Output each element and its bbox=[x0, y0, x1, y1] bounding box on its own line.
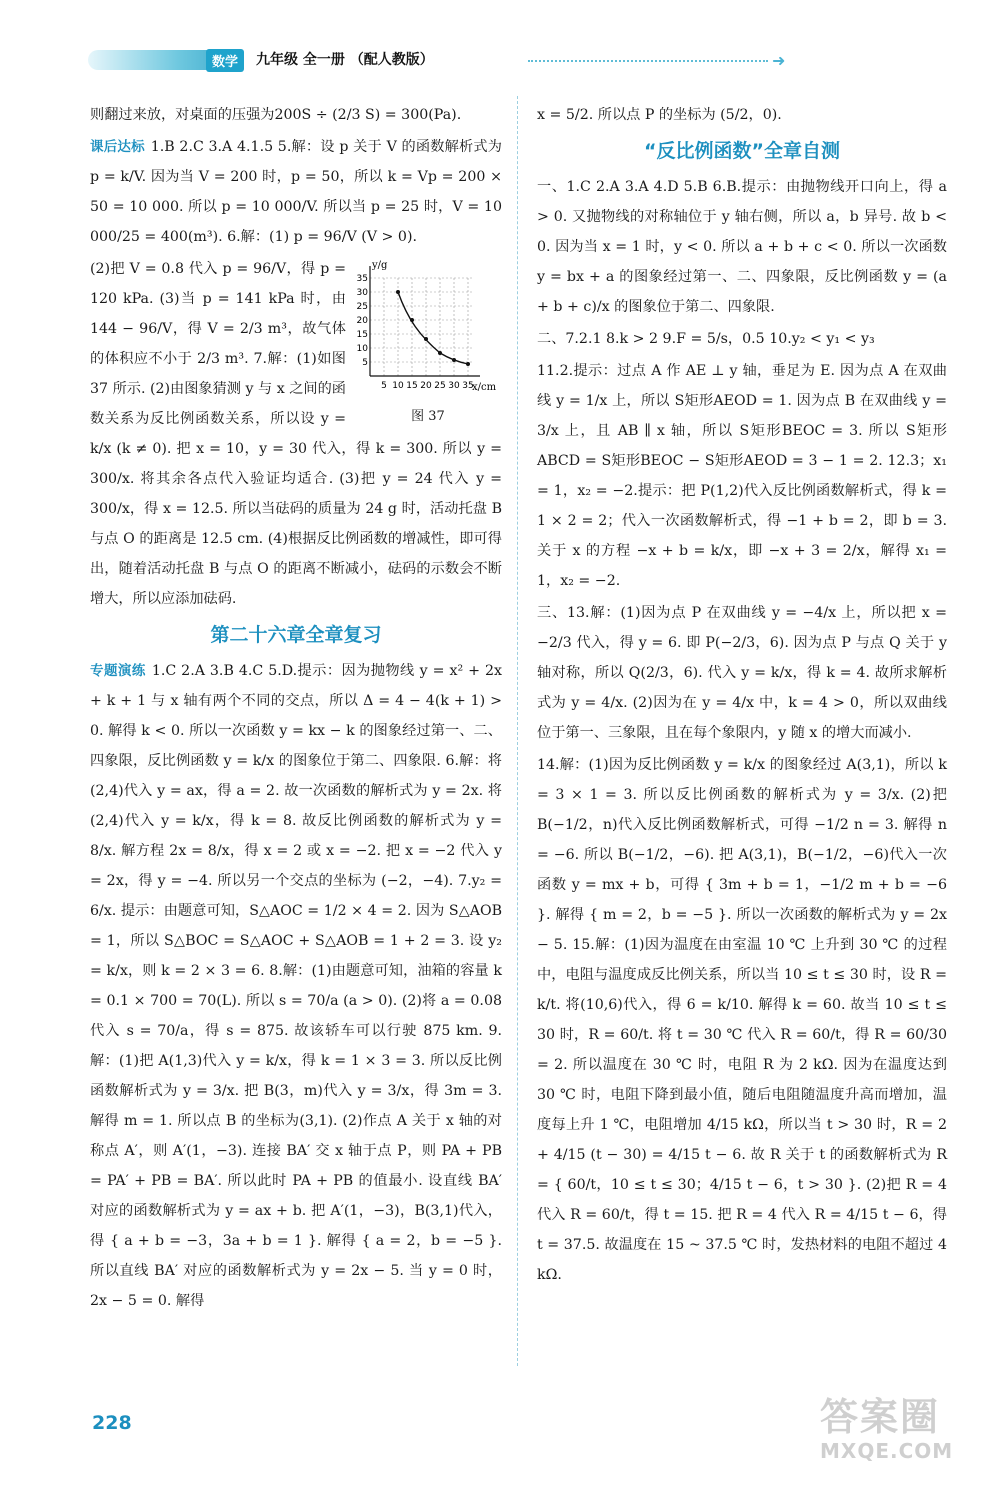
y-tick-30: 30 bbox=[356, 288, 368, 298]
left-paragraph-3 bbox=[90, 656, 502, 1316]
subject-badge: 数学 bbox=[206, 49, 244, 72]
x-tick-25: 25 bbox=[434, 381, 446, 391]
header-dotted-line bbox=[528, 60, 768, 62]
y-tick-15: 15 bbox=[356, 330, 368, 340]
watermark-logo bbox=[820, 1395, 980, 1475]
right-paragraph-2: 二、7.2.1 8.k > 2 9.F = 5/s，0.5 10.y₂ < y₁ < y₃ bbox=[537, 331, 875, 347]
watermark-top-text: 答案圈 bbox=[820, 1395, 941, 1439]
figure-37-plot bbox=[354, 258, 502, 408]
x-tick-5: 5 bbox=[381, 381, 387, 391]
x-tick-10: 10 bbox=[392, 381, 404, 391]
right-paragraph-1: 一、1.C 2.A 3.A 4.D 5.B 6.B.提示：由抛物线开口向上，得 a > 0. 又抛物线的对称轴位于 y 轴右侧，所以 a，b 异号. 故 b < 0. 因为当 x = 1 时，y < 0. 所以 a + b + c < 0. 所以一次函数 y = bx + a 的图象经过第一、二、四象限，反比例函数 y = (a + b + c)/x 的图象位于第二、四象限. bbox=[537, 179, 947, 315]
figure-37 bbox=[354, 258, 502, 426]
section-label-kehou: 课后达标 bbox=[90, 139, 145, 155]
y-tick-25: 25 bbox=[356, 302, 368, 312]
left-column bbox=[90, 100, 502, 1318]
left-paragraph-1-text: 1.B 2.C 3.A 4.1.5 5.解：设 p 关于 V 的函数解析式为 p = k/V. 因为当 V = 200 时，p = 50，所以 k = Vp = 200 × 50 = 10 000. 所以 p = 10 000/V. 所以当 p = 25 时，V = 10 000/25 = 400(m³). 6.解：(1) p = 96/V (V > 0). bbox=[90, 139, 502, 245]
left-paragraph-1 bbox=[90, 132, 502, 252]
page-number: 228 bbox=[92, 1412, 132, 1434]
axis-x-label: x/cm bbox=[472, 382, 497, 393]
right-paragraph-3: 11.2.提示：过点 A 作 AE ⊥ y 轴，垂足为 E. 因为点 A 在双曲线 y = 1/x 上，所以 S矩形AEOD = 1. 因为点 B 在双曲线 y = 3/x 上，且 AB ∥ x 轴，所以 S矩形BEOC = 3. 所以 S矩形ABCD = S矩形BEOC − S矩形AEOD = 3 − 1 = 2. 12.3；x₁ = 1，x₂ = −2.提示：把 P(1,2)代入反比例函数解析式，得 k = 1 × 2 = 2；代入一次函数解析式，得 −1 + b = 2，即 b = 3. 关于 x 的方程 −x + b = k/x，即 −x + 3 = 2/x，解得 x₁ = 1，x₂ = −2. bbox=[537, 363, 947, 589]
left-paragraph-0: 则翻过来放，对桌面的压强为200S ÷ (2/3 S) = 300(Pa). bbox=[90, 107, 462, 123]
left-paragraph-2: (2)把 V = 0.8 代入 p = 96/V，得 p = 120 kPa. (3)当 p = 141 kPa 时，由 144 − 96/V，得 V = 2/3 m³，故气体的体积应不小于 2/3 m³. 7.解：(1)如图 37 所示. (2)由图象猜测 y 与 x 之间的函数关系为反比例函数关系，所以设 y = k/x (k ≠ 0). 把 x = 10，y = 30 代入，得 k = 300. 所以 y = 300/x. 将其余各点代入验证均适合. (3)把 y = 24 代入 y = 300/x，得 x = 12.5. 所以当砝码的质量为 24 g 时，活动托盘 B 与点 O 的距离是 12.5 cm. (4)根据反比例函数的增减性，即可得出，随着活动托盘 B 与点 O 的距离不断减小，砝码的示数会不断增大，所以应添加砝码. bbox=[90, 261, 502, 607]
chapter-review-title: 第二十六章全章复习 bbox=[210, 624, 382, 646]
y-tick-20: 20 bbox=[356, 316, 368, 326]
y-tick-35: 35 bbox=[356, 274, 368, 284]
figure-caption: 图 37 bbox=[411, 409, 445, 424]
right-paragraph-5: 14.解：(1)因为反比例函数 y = k/x 的图象经过 A(3,1)，所以 k = 3 × 1 = 3. 所以反比例函数的解析式为 y = 3/x. (2)把 B(−1/2，n)代入反比例函数解析式，可得 −1/2 n = 3. 解得 n = −6. 所以 B(−1/2，−6). 把 A(3,1)，B(−1/2，−6)代入一次函数 y = mx + b，可得 { 3m + b = 1，−1/2 m + b = −6 }. 解得 { m = 2，b = −5 }. 所以一次函数的解析式为 y = 2x − 5. 15.解：(1)因为温度在由室温 10 ℃ 上升到 30 ℃ 的过程中，电阻与温度成反比例关系，所以当 10 ≤ t ≤ 30 时，设 R = k/t. 将(10,6)代入，得 6 = k/10. 解得 k = 60. 故当 10 ≤ t ≤ 30 时，R = 60/t. 将 t = 30 ℃ 代入 R = 60/t，得 R = 60/30 = 2. 所以温度在 30 ℃ 时，电阻 R 为 2 kΩ. 因为在温度达到 30 ℃ 时，电阻下降到最小值，随后电阻随温度升高而增加，温度每上升 1 ℃，电阻增加 4/15 kΩ，所以当 t > 30 时，R = 2 + 4/15 (t − 30) = 4/15 t − 6. 故 R 关于 t 的函数解析式为 R = { 60/t，10 ≤ t ≤ 30；4/15 t − 6，t > 30 }. (2)把 R = 4 代入 R = 60/t，得 t = 15. 把 R = 4 代入 R = 4/15 t − 6，得 t = 37.5. 故温度在 15 ~ 37.5 ℃ 时，发热材料的电阻不超过 4 kΩ. bbox=[537, 757, 947, 1283]
y-tick-5: 5 bbox=[362, 358, 368, 368]
left-paragraph-3-text: 1.C 2.A 3.B 4.C 5.D.提示：因为抛物线 y = x² + 2x + k + 1 与 x 轴有两个不同的交点，所以 Δ = 4 − 4(k + 1) > 0. 解得 k < 0. 所以一次函数 y = kx − k 的图象经过第一、二、四象限，反比例函数 y = k/x 的图象位于第二、四象限. 6.解：将(2,4)代入 y = ax，得 a = 2. 故一次函数的解析式为 y = 2x. 将(2,4)代入 y = k/x，得 k = 8. 故反比例函数的解析式为 y = 8/x. 解方程 2x = 8/x，得 x = 2 或 x = −2. 把 x = −2 代入 y = 2x，得 y = −4. 所以另一个交点的坐标为 (−2，−4). 7.y₂ = 6/x. 提示：由题意可知，S△AOC = 1/2 × 4 = 2. 因为 S△AOB = 1，所以 S△BOC = S△AOC + S△AOB = 1 + 2 = 3. 设 y₂ = k/x，则 k = 2 × 3 = 6. 8.解：(1)由题意可知，油箱的容量 k = 0.1 × 700 = 70(L). 所以 s = 70/a (a > 0). (2)将 a = 0.08 代入 s = 70/a，得 s = 875. 故该轿车可以行驶 875 km. 9.解：(1)把 A(1,3)代入 y = k/x，得 k = 1 × 3 = 3. 所以反比例函数解析式为 y = 3/x. 把 B(3，m)代入 y = 3/x，得 3m = 3. 解得 m = 1. 所以点 B 的坐标为(3,1). (2)作点 A 关于 x 轴的对称点 A′，则 A′(1，−3). 连接 BA′ 交 x 轴于点 P，则 PA + PB = PA′ + PB = BA′. 所以此时 PA + PB 的值最小. 设直线 BA′ 对应的函数解析式为 y = ax + b. 把 A′(1，−3)，B(3,1)代入，得 { a + b = −3，3a + b = 1 }. 解得 { a = 2，b = −5 }. 所以直线 BA′ 对应的函数解析式为 y = 2x − 5. 当 y = 0 时，2x − 5 = 0. 解得 bbox=[90, 663, 502, 1309]
y-tick-10: 10 bbox=[356, 344, 368, 354]
book-info: 九年级 全一册 （配人教版） bbox=[256, 52, 434, 68]
axis-y-label: y/g bbox=[372, 260, 388, 271]
section-label-zhuanti: 专题演练 bbox=[90, 663, 146, 679]
x-tick-35: 35 bbox=[462, 381, 474, 391]
x-tick-15: 15 bbox=[406, 381, 418, 391]
self-test-title: “反比例函数”全章自测 bbox=[644, 140, 840, 162]
x-tick-30: 30 bbox=[448, 381, 460, 391]
page-header bbox=[88, 40, 808, 80]
right-column bbox=[537, 100, 947, 1292]
watermark-bottom-text: MXQE.COM bbox=[820, 1439, 954, 1463]
x-tick-20: 20 bbox=[420, 381, 432, 391]
right-paragraph-0: x = 5/2. 所以点 P 的坐标为 (5/2，0). bbox=[537, 107, 782, 123]
column-divider bbox=[517, 96, 518, 1366]
arrow-icon: ➜ bbox=[772, 51, 786, 70]
right-paragraph-4: 三、13.解：(1)因为点 P 在双曲线 y = −4/x 上，所以把 x = −2/3 代入，得 y = 6. 即 P(−2/3，6). 因为点 P 与点 Q 关于 y 轴对称，所以 Q(2/3，6). 代入 y = k/x，得 k = 4. 故所求解析式为 y = 4/x. (2)因为在 y = 4/x 中，k = 4 > 0，所以双曲线位于第一、三象限，且在每个象限内，y 随 x 的增大而减小. bbox=[537, 605, 947, 741]
